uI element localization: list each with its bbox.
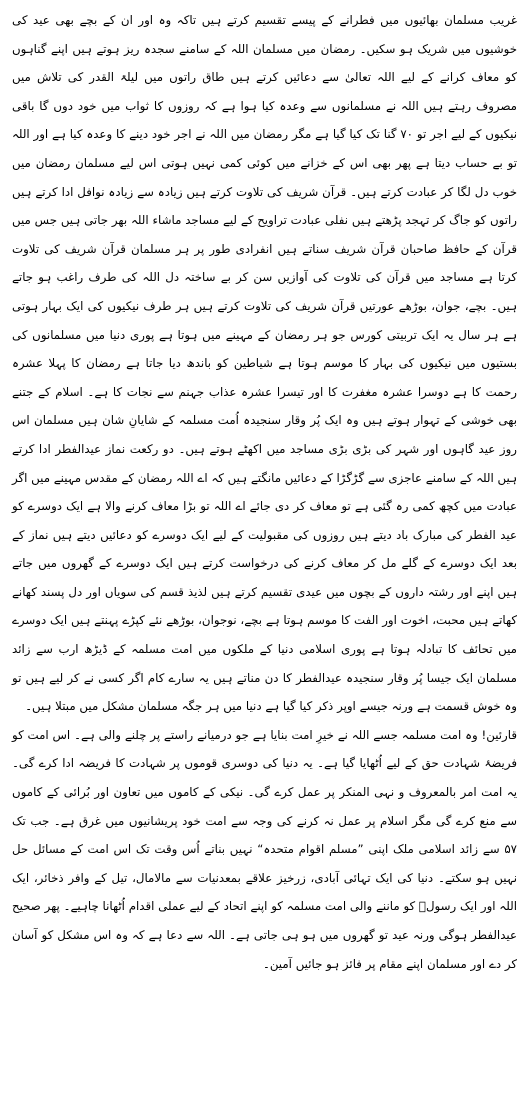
article-paragraph-2: قارئین! وہ امت مسلمہ جسے اللہ نے خیرِ امت بنایا ہے جو درمیانے راستے پر چلنے والی ہے۔ اس امت کو فریضۂ شہادت حق کے لیے اُٹھایا گیا ہے۔ یہ دنیا کی دوسری قوموں پر شہادت کا فریضہ ادا کرے گی۔ یہ امت امر بالمعروف و نہی المنکر پر عمل کرے گی۔ نیکی کے کاموں میں تعاون اور بُرائی کے کاموں سے منع کرے گی مگر اسلام پر عمل نہ کرنے کی وجہ سے امت خود پریشانیوں میں غرق ہے۔ جب تک ۵۷ سے زائد اسلامی ملک اپنی ”مسلم اقوام متحدہ“ نہیں بناتے اُس وقت تک اس امت کے مسائل حل نہیں ہو سکتے۔ دنیا کی ایک تہائی آبادی، زرخیز علاقے بمعدنیات سے مالامال، تیل کے وافر ذخائر، ایک اللہ اور ایک رسولؐ کو ماننے والی امت مسلمہ کو اپنے اتحاد کے لیے عملی اقدام اُٹھانا چاہیے۔ پھر صحیح عیدالفطر ہوگی ورنہ عید تو گھروں میں ہو ہی جاتی ہے۔ اللہ سے دعا ہے کہ وہ اس مشکل کو آسان کر دے اور مسلمان اپنے مقام پر فائز ہو جائیں آمین۔	[12, 727, 517, 971]
article-paragraph-1: غریب مسلمان بھائیوں میں فطرانے کے پیسے تقسیم کرتے ہیں تاکہ وہ اور ان کے بچے بھی عید کی خوشیوں میں شریک ہو سکیں۔ رمضان میں مسلمان اللہ کے سامنے سجدہ ریز ہوتے ہیں اپنے گناہوں کو معاف کرانے کے لیے اللہ تعالیٰ سے دعائیں کرتے ہیں طاق راتوں میں لیلۃ القدر کی تلاش میں مصروف رہتے ہیں اللہ نے مسلمانوں سے وعدہ کیا ہوا ہے کہ روزوں کا ثواب میں خود دوں گا باقی نیکیوں کے لیے اجر تو ۷۰ گنا تک کیا گیا ہے مگر رمضان میں اللہ نے اجر خود دینے کا وعدہ کیا ہے اور اللہ تو بے حساب دیتا ہے پھر بھی اس کے خزانے میں کوئی کمی نہیں ہوتی اس لیے مسلمان رمضان میں خوب دل لگا کر عبادت کرتے ہیں۔ قرآن شریف کی تلاوت کرتے ہیں زیادہ سے زیادہ نوافل ادا کرتے ہیں راتوں کو جاگ کر تہجد پڑھتے ہیں نفلی عبادت تراویح کے لیے مساجد ماشاء اللہ بھر جاتی ہیں جس میں قرآن کے حافظ صاحبان قرآن شریف سناتے ہیں انفرادی طور پر ہر مسلمان قرآن شریف کی تلاوت کرتا ہے مساجد میں قرآن کی تلاوت کی آوازیں سن کر بے ساختہ دل اللہ کی طرف راغب ہو جاتے ہیں۔ بچے، جوان، بوڑھے عورتیں قرآن شریف کی تلاوت کرتے ہیں ہر طرف نیکیوں کی ایک بہار ہوتی ہے ہر سال یہ ایک تربیتی کورس جو ہر رمضان کے مہینے میں ہوتا ہے پوری دنیا میں مسلمانوں کی بستیوں میں نیکیوں کی بہار کا موسم ہوتا ہے شیاطین کو باندھ دیا جاتا ہے رمضان کا پہلا عشرہ رحمت کا ہے دوسرا عشرہ مغفرت کا اور تیسرا عشرہ عذاب جہنم سے نجات کا ہے۔ اسلام کے جتنے بھی خوشی کے تہوار ہوتے ہیں وہ ایک پُر وقار سنجیدہ اُمت مسلمہ کے شایانِ شان ہیں مسلمان اس روز عید گاہوں اور شہر کی بڑی بڑی مساجد میں اکھٹے ہوتے ہیں۔ دو رکعت نماز عیدالفطر ادا کرتے ہیں اللہ کے سامنے عاجزی سے گڑگڑا کے دعائیں مانگتے ہیں کہ اے اللہ رمضان کے مقدس مہینے میں اگر عبادت میں کچھ کمی رہ گئی ہے تو معاف کر دی جائے اے اللہ تو بڑا معاف کرنے والا ہے ایک دوسرے کو عید الفطر کی مبارک باد دیتے ہیں روزوں کی مقبولیت کے لیے ایک دوسرے کو دعائیں دیتے ہیں نماز کے بعد ایک دوسرے کے گلے مل کر معاف کرنے کی درخواست کرتے ہیں ایک دوسرے کے گھروں میں جاتے ہیں اپنے اور رشتہ داروں کے بچوں میں عیدی تقسیم کرتے ہیں لذیذ قسم کی سویاں اور دل پسند کھانے کھاتے ہیں محبت، اخوت اور الفت کا موسم ہوتا ہے بچے، نوجوان، بوڑھے نئے کپڑے پہنتے ہیں ایک دوسرے میں تحائف کا تبادلہ ہوتا ہے پوری اسلامی دنیا کے ملکوں میں امت مسلمہ کے ڈیڑھ ارب سے زائد مسلمان ایک جیسا پُر وقار سنجیدہ عیدالفطر کا دن مناتے ہیں یہ سارے کام اگر کسی نے کر لیے ہیں تو وہ خوش قسمت ہے ورنہ جیسے اوپر ذکر کیا گیا ہے دنیا میں ہر جگہ مسلمان مشکل میں مبتلا ہیں۔	[12, 13, 517, 714]
